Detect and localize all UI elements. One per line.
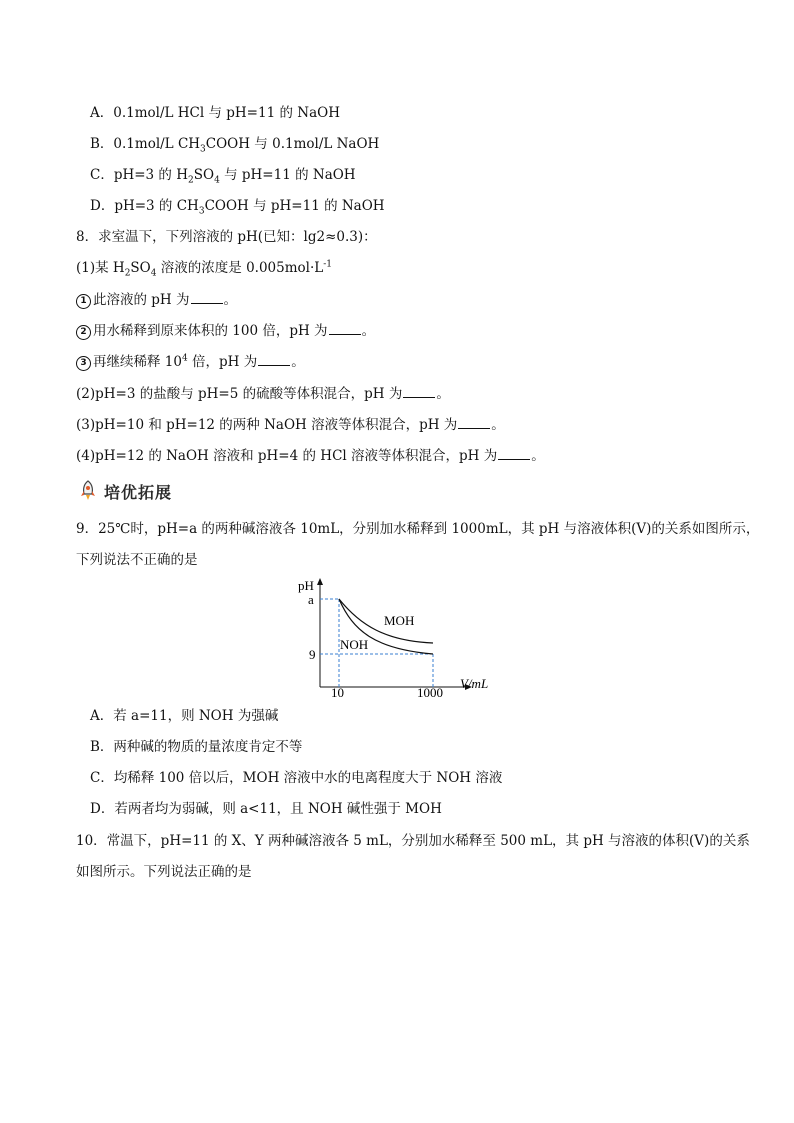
series-label-noh: NOH	[340, 637, 369, 652]
rocket-icon	[78, 480, 98, 502]
section-title: 培优拓展	[104, 482, 173, 502]
answer-blank[interactable]	[191, 289, 223, 304]
q9-option-c: C．均稀释 100 倍以后，MOH 溶液中水的电离程度大于 NOH 溶液	[90, 770, 503, 786]
answer-blank[interactable]	[329, 320, 361, 335]
q10-stem-line-1: 10．常温下，pH=11 的 X、Y 两种碱溶液各 5 mL，分别加水稀释至 500 mL，其 pH 与溶液的体积(V)的关系	[76, 833, 750, 849]
x-tick-10: 10	[331, 685, 344, 700]
q8-part-4: (4)pH=12 的 NaOH 溶液和 pH=4 的 HCl 溶液等体积混合，pH 为 。	[76, 445, 545, 466]
q9-stem-line-1: 9．25℃时，pH=a 的两种碱溶液各 10mL，分别加水稀释到 1000mL，其 pH 与溶液体积(V)的关系如图所示，	[76, 521, 760, 537]
circled-number-1: 1	[76, 294, 91, 309]
q9-option-b: B．两种碱的物质的量浓度肯定不等	[90, 739, 303, 755]
q7-option-c: C．pH=3 的 $H_2SO_4$ 与 pH=11 的 NaOH	[90, 167, 356, 186]
q8-sub-1: 1 此溶液的 pH 为 。	[76, 289, 237, 310]
q9-stem-line-2: 下列说法不正确的是	[76, 552, 198, 568]
circled-number-3: 3	[76, 356, 91, 371]
q8-sub-2: 2 用水稀释到原来体积的 100 倍，pH 为 。	[76, 320, 375, 341]
q8-stem: 8．求室温下，下列溶液的 pH(已知：lg2≈0.3)：	[76, 229, 377, 245]
answer-blank[interactable]	[403, 383, 435, 398]
answer-blank[interactable]	[258, 351, 290, 366]
q8-part-2: (2)pH=3 的盐酸与 pH=5 的硫酸等体积混合，pH 为 。	[76, 383, 450, 404]
x-axis-label: V/mL	[460, 676, 489, 691]
q7-option-a: A．0.1mol/L HCl 与 pH=11 的 NaOH	[90, 105, 340, 121]
q7-option-b: B．0.1mol/L $CH_3COOH$ 与 0.1mol/L NaOH	[90, 136, 380, 155]
ph-volume-chart	[295, 575, 505, 700]
q9-option-a: A．若 a=11，则 NOH 为强碱	[90, 708, 279, 724]
y-axis-arrow	[317, 578, 323, 585]
q10-stem-line-2: 如图所示。下列说法正确的是	[76, 864, 252, 880]
answer-blank[interactable]	[498, 445, 530, 460]
q8-sub-3: 3 再继续稀释 $10^4$ 倍，pH 为 。	[76, 351, 305, 372]
series-label-moh: MOH	[384, 613, 415, 628]
section-banner	[78, 480, 172, 502]
y-tick-a: a	[308, 592, 314, 607]
q9-option-d: D．若两者均为弱碱，则 a<11，且 NOH 碱性强于 MOH	[90, 801, 442, 817]
q7-option-d: D．pH=3 的 $CH_3COOH$ 与 pH=11 的 NaOH	[90, 198, 385, 217]
y-axis-label: pH	[298, 578, 314, 593]
answer-blank[interactable]	[458, 414, 490, 429]
q8-part-1: (1)某 $H_2SO_4$ 溶液的浓度是 $0.005mol\cdot L^{-1}$	[76, 259, 332, 279]
x-tick-1000: 1000	[417, 685, 443, 700]
q8-part-3: (3)pH=10 和 pH=12 的两种 NaOH 溶液等体积混合，pH 为 。	[76, 414, 505, 435]
y-tick-9: 9	[309, 647, 316, 662]
circled-number-2: 2	[76, 325, 91, 340]
